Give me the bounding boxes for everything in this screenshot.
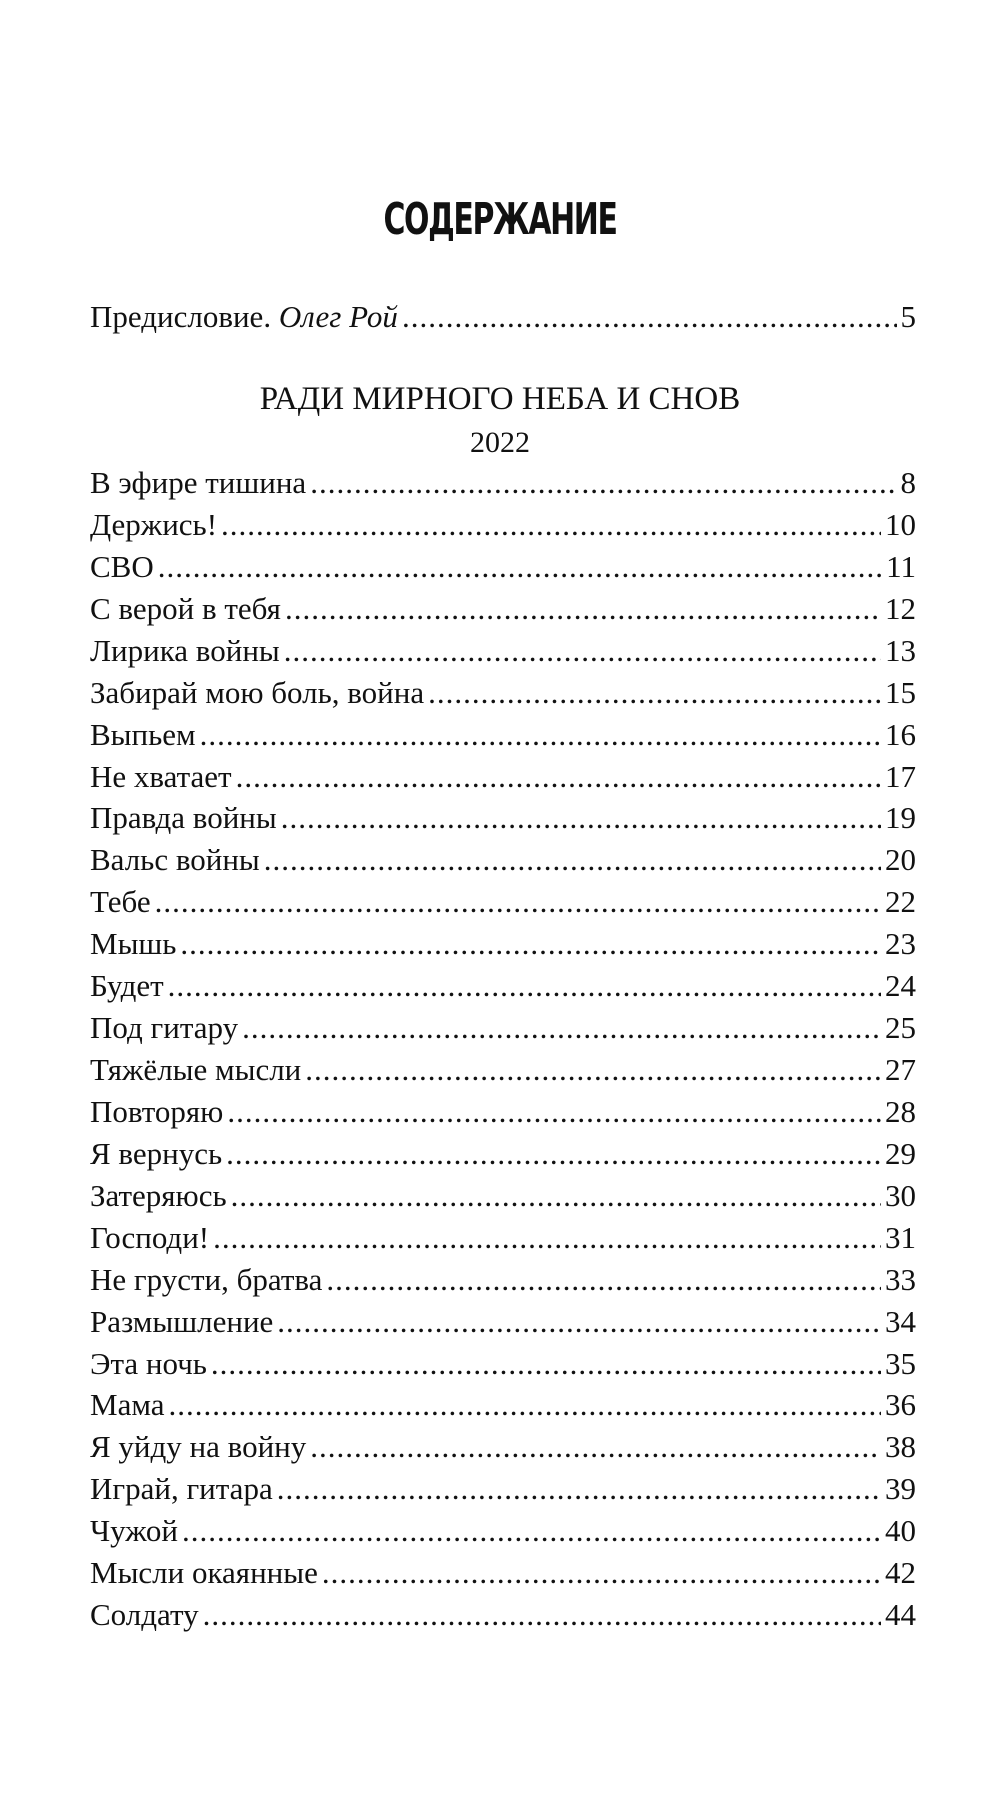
toc-preface-entry	[90, 296, 916, 338]
dot-leader	[231, 1175, 881, 1217]
toc-page-number: 38	[885, 1429, 916, 1465]
dot-leader	[428, 672, 881, 714]
dot-leader	[285, 588, 881, 630]
toc-page-number: 24	[885, 968, 916, 1004]
toc-entry-title: Играй, гитара	[90, 1471, 273, 1507]
toc-page-number: 23	[885, 926, 916, 962]
toc-entry-title: Размышление	[90, 1303, 274, 1339]
toc-entry-title: Выпьем	[90, 716, 196, 752]
toc-page-number: 29	[885, 1135, 916, 1171]
dot-leader	[158, 546, 882, 588]
toc-entry-title: Вальс войны	[90, 842, 260, 878]
toc-page-number: 12	[885, 590, 916, 626]
toc-entry	[90, 1007, 916, 1049]
section-year: 2022	[470, 426, 530, 459]
toc-page-number: 5	[900, 299, 916, 334]
dot-leader	[326, 1259, 881, 1301]
toc-page-number: 10	[885, 506, 916, 542]
toc-preface-title	[90, 296, 398, 338]
toc-entry	[90, 1217, 916, 1259]
toc-entry	[90, 1301, 916, 1343]
toc-page-number: 17	[885, 758, 916, 794]
toc-page-number: 13	[885, 632, 916, 668]
toc-page-number: 19	[885, 800, 916, 836]
toc-entry	[90, 1468, 916, 1510]
dot-leader	[182, 1510, 881, 1552]
dot-leader	[169, 1384, 882, 1426]
toc-entry-title: СВО	[90, 548, 154, 584]
toc-page-number: 30	[885, 1177, 916, 1213]
toc-entry-title: Не грусти, братва	[90, 1261, 323, 1297]
toc-entry-title: В эфире тишина	[90, 465, 307, 500]
toc-page-number: 20	[885, 842, 916, 878]
toc-entry-title: Не хватает	[90, 758, 232, 794]
toc-entry	[90, 1510, 916, 1552]
dot-leader	[221, 504, 881, 546]
toc-entry	[90, 756, 916, 798]
toc-entry	[90, 1091, 916, 1133]
dot-leader	[236, 756, 881, 798]
toc-entry-title: Тебе	[90, 884, 151, 920]
toc-page-number: 35	[885, 1345, 916, 1381]
page-title: СОДЕРЖАНИЕ	[383, 194, 617, 245]
toc-page-number: 36	[885, 1387, 916, 1423]
dot-leader	[277, 1468, 881, 1510]
toc-entry	[90, 881, 916, 923]
toc-entry-title: Держись!	[90, 506, 218, 542]
dot-leader	[168, 965, 881, 1007]
toc-entry-title: Солдату	[90, 1597, 199, 1633]
toc-entry-title: Забирай мою боль, война	[90, 674, 425, 710]
dot-leader	[277, 1301, 881, 1343]
preface-label: Предисловие.	[90, 299, 272, 334]
dot-leader	[310, 462, 896, 504]
toc-page-number: 27	[885, 1052, 916, 1088]
dot-leader	[310, 1426, 881, 1468]
toc-entry-title: Я вернусь	[90, 1135, 223, 1171]
toc-entry	[90, 1594, 916, 1636]
toc-entry-title: Правда войны	[90, 800, 277, 836]
toc-page-number: 39	[885, 1471, 916, 1507]
dot-leader	[200, 714, 881, 756]
toc-entry	[90, 1384, 916, 1426]
toc-page-number: 33	[885, 1261, 916, 1297]
dot-leader	[242, 1007, 881, 1049]
toc-page-number: 22	[885, 884, 916, 920]
toc-entry	[90, 965, 916, 1007]
toc-entry	[90, 1175, 916, 1217]
toc-page-number: 8	[900, 465, 916, 500]
toc-entry	[90, 462, 916, 504]
dot-leader	[211, 1343, 881, 1385]
dot-leader	[281, 797, 881, 839]
dot-leader	[203, 1594, 881, 1636]
toc-page-number: 42	[885, 1555, 916, 1591]
toc-entry	[90, 1049, 916, 1091]
toc-entry-title: Мысли окаянные	[90, 1555, 318, 1591]
toc-page-number: 11	[886, 548, 916, 584]
toc-entry-title: Эта ночь	[90, 1345, 207, 1381]
toc-entry	[90, 588, 916, 630]
toc-entry	[90, 546, 916, 588]
dot-leader	[264, 839, 881, 881]
toc-entry-title: С верой в тебя	[90, 590, 281, 626]
toc-entry	[90, 923, 916, 965]
toc-page-number: 16	[885, 716, 916, 752]
toc-page-number: 28	[885, 1093, 916, 1129]
toc-entry	[90, 1259, 916, 1301]
toc-entry	[90, 1426, 916, 1468]
toc-entry	[90, 672, 916, 714]
toc-entry-title: Тяжёлые мысли	[90, 1052, 302, 1088]
toc-entry-title: Господи!	[90, 1219, 210, 1255]
toc-page-number: 34	[885, 1303, 916, 1339]
toc-entry-title: Мама	[90, 1387, 165, 1423]
toc-entry-title: Будет	[90, 968, 164, 1004]
toc-entry	[90, 839, 916, 881]
toc-page-number: 40	[885, 1513, 916, 1549]
dot-leader	[155, 881, 881, 923]
dot-leader	[213, 1217, 881, 1259]
toc-entry-title: Повторяю	[90, 1093, 224, 1129]
toc-page-number: 31	[885, 1219, 916, 1255]
toc-entry	[90, 797, 916, 839]
toc-entry	[90, 1133, 916, 1175]
dot-leader	[227, 1091, 881, 1133]
toc-entry	[90, 504, 916, 546]
toc-entry	[90, 1552, 916, 1594]
toc-entry-title: Лирика войны	[90, 632, 280, 668]
dot-leader	[402, 296, 897, 338]
toc-page-number: 25	[885, 1010, 916, 1046]
toc-entry-title: Затеряюсь	[90, 1177, 227, 1213]
toc-entry-title: Я уйду на войну	[90, 1429, 307, 1465]
toc-entry	[90, 630, 916, 672]
toc-page-number: 44	[885, 1597, 916, 1633]
toc-entry	[90, 1343, 916, 1385]
toc-entry	[90, 714, 916, 756]
dot-leader	[322, 1552, 881, 1594]
toc-entry-title: Под гитару	[90, 1010, 239, 1046]
dot-leader	[180, 923, 881, 965]
preface-author: Олег Рой	[278, 299, 398, 334]
dot-leader	[226, 1133, 881, 1175]
section-title: РАДИ МИРНОГО НЕБА И СНОВ	[259, 381, 741, 417]
toc-entry-title: Чужой	[90, 1513, 178, 1549]
toc-page-number: 15	[885, 674, 916, 710]
toc-entry-title: Мышь	[90, 926, 177, 962]
dot-leader	[305, 1049, 881, 1091]
dot-leader	[284, 630, 881, 672]
